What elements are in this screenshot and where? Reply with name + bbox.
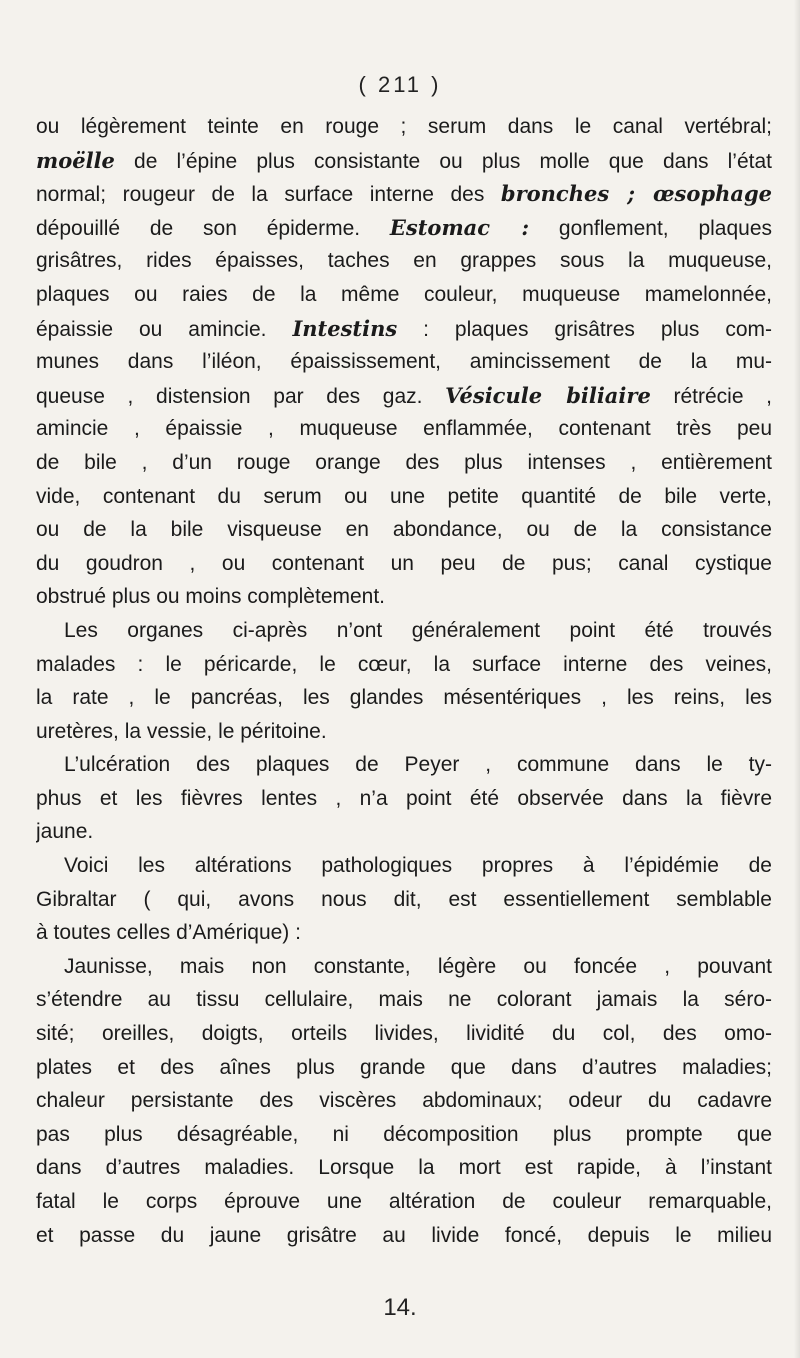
text-line <box>36 110 772 144</box>
text-line <box>36 614 772 648</box>
text-run: Voici les altérations pathologiques propres à l’épidémie de <box>64 854 772 878</box>
text-run: ou de la bile visqueuse en abondance, ou de la consistance <box>36 518 772 542</box>
text-run: jaune. <box>36 820 94 844</box>
text-line <box>36 1051 772 1085</box>
text-line <box>36 580 772 614</box>
text-run: munes dans l’iléon, épaississement, amincissement de la mu- <box>36 350 772 374</box>
text-line <box>36 1017 772 1051</box>
text-run: Les organes ci-après n’ont généralement point été trouvés <box>64 618 772 642</box>
text-line <box>36 748 772 782</box>
text-line <box>36 983 772 1017</box>
text-run: sité; oreilles, doigts, orteils livides, lividité du col, des omo- <box>36 1022 772 1046</box>
italic-term: Vésicule biliaire <box>445 382 651 408</box>
text-run: uretères, la vessie, le péritoine. <box>36 719 327 743</box>
signature-mark: 14. <box>383 1294 417 1321</box>
text-line <box>36 1118 772 1152</box>
page-number: ( 211 ) <box>358 72 442 97</box>
italic-term: moëlle <box>36 147 115 173</box>
text-run: normal; rougeur de la surface interne des <box>36 183 501 207</box>
text-line <box>36 513 772 547</box>
text-run: de l’épine plus consistante ou plus molle que dans l’état <box>114 149 772 173</box>
text-run: s’étendre au tissu cellulaire, mais ne colorant jamais la séro- <box>36 988 772 1012</box>
text-line <box>36 144 772 178</box>
text-run: Jaunisse, mais non constante, légère ou foncée , pouvant <box>64 954 772 978</box>
text-line <box>36 278 772 312</box>
italic-term: Intestins <box>292 315 398 341</box>
text-line <box>36 480 772 514</box>
text-run: Gibraltar ( qui, avons nous dit, est essentiellement semblable <box>36 887 772 911</box>
text-run: et passe du jaune grisâtre au livide foncé, depuis le milieu <box>36 1223 772 1247</box>
text-run: amincie , épaissie , muqueuse enflammée, contenant très peu <box>36 417 772 441</box>
text-line <box>36 681 772 715</box>
text-line <box>36 412 772 446</box>
text-run: plates et des aînes plus grande que dans d’autres maladies; <box>36 1055 772 1079</box>
text-run: plaques ou raies de la même couleur, muqueuse mamelonnée, <box>36 282 772 306</box>
text-line <box>36 815 772 849</box>
body-text <box>36 110 772 1252</box>
text-run: obstrué plus ou moins complètement. <box>36 585 386 609</box>
italic-term: bronches ; œsophage <box>500 181 772 207</box>
text-run: à toutes celles d’Amérique) : <box>36 921 301 945</box>
text-run: malades : le péricarde, le cœur, la surface interne des veines, <box>36 652 772 676</box>
text-line <box>36 950 772 984</box>
page-edge <box>794 0 800 1358</box>
text-line <box>36 1084 772 1118</box>
text-line <box>36 916 772 950</box>
text-run: pas plus désagréable, ni décomposition plus prompte que <box>36 1122 772 1146</box>
text-line <box>36 1151 772 1185</box>
text-run: dépouillé de son épiderme. <box>36 216 390 240</box>
text-line <box>36 177 772 211</box>
text-run: dans d’autres maladies. Lorsque la mort est rapide, à l’instant <box>36 1156 772 1180</box>
text-line <box>36 345 772 379</box>
text-run: L’ulcération des plaques de Peyer , commune dans le ty- <box>64 753 772 777</box>
text-run: gonflement, plaques <box>529 216 772 240</box>
text-run: chaleur persistante des viscères abdominaux; odeur du cadavre <box>36 1089 772 1113</box>
text-line <box>36 849 772 883</box>
text-line <box>36 312 772 346</box>
text-line <box>36 379 772 413</box>
text-run: phus et les fièvres lentes , n’a point été observée dans la fièvre <box>36 786 772 810</box>
text-run: rétrécie , <box>650 384 772 408</box>
text-line <box>36 1185 772 1219</box>
text-run: grisâtres, rides épaisses, taches en grappes sous la muqueuse, <box>36 249 772 273</box>
text-line <box>36 547 772 581</box>
text-run: du goudron , ou contenant un peu de pus; canal cystique <box>36 551 772 575</box>
text-line <box>36 244 772 278</box>
italic-term: Estomac : <box>389 214 530 240</box>
text-run: épaissie ou amincie. <box>36 317 293 341</box>
text-line <box>36 1219 772 1253</box>
text-line <box>36 446 772 480</box>
text-run: queuse , distension par des gaz. <box>36 384 446 408</box>
text-line <box>36 883 772 917</box>
text-run: : plaques grisâtres plus com- <box>397 317 772 341</box>
text-line <box>36 782 772 816</box>
text-line <box>36 211 772 245</box>
text-run: de bile , d’un rouge orange des plus intenses , entièrement <box>36 450 772 474</box>
text-line <box>36 648 772 682</box>
text-run: fatal le corps éprouve une altération de couleur remarquable, <box>36 1190 772 1213</box>
text-run: la rate , le pancréas, les glandes mésentériques , les reins, les <box>36 686 772 710</box>
text-run: vide, contenant du serum ou une petite quantité de bile verte, <box>36 484 772 508</box>
text-run: ou légèrement teinte en rouge ; serum dans le canal vertébral; <box>36 115 772 138</box>
text-line <box>36 715 772 749</box>
